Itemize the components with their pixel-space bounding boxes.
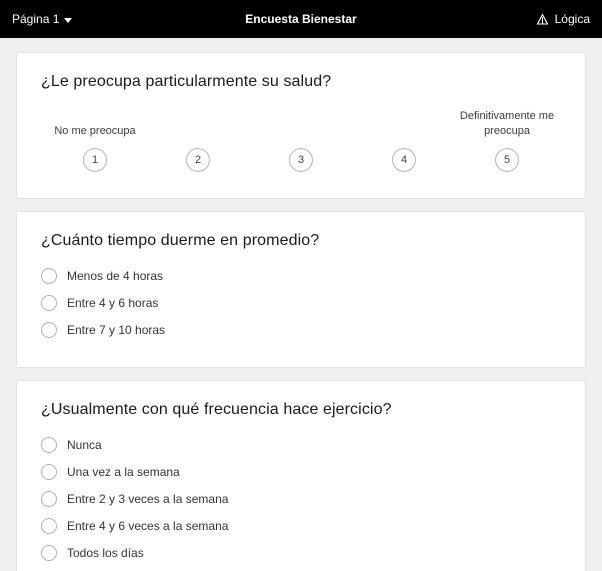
scale-item-2[interactable] (148, 124, 248, 172)
list-item[interactable] (41, 264, 561, 288)
radio-icon[interactable] (41, 295, 57, 311)
option-label: Entre 4 y 6 horas (67, 295, 159, 310)
scale-point-4[interactable]: 4 (392, 148, 416, 172)
question-card-sueno (16, 211, 586, 368)
option-label: Entre 4 y 6 veces a la semana (67, 518, 229, 533)
list-item[interactable] (41, 433, 561, 457)
radio-icon[interactable] (41, 268, 57, 284)
list-item[interactable] (41, 541, 561, 565)
logic-label: Lógica (554, 12, 590, 26)
list-item[interactable] (41, 487, 561, 511)
option-label: Menos de 4 horas (67, 268, 164, 283)
option-label: Una vez a la semana (67, 464, 180, 479)
survey-title: Encuesta Bienestar (245, 12, 357, 26)
scale-item-3[interactable] (251, 124, 351, 172)
scale-options (41, 109, 561, 172)
question-title: ¿Cuánto tiempo duerme en promedio? (41, 231, 320, 249)
logic-branch-icon (536, 13, 549, 26)
list-item[interactable] (41, 460, 561, 484)
radio-icon[interactable] (41, 491, 57, 507)
radio-icon[interactable] (41, 322, 57, 338)
page-selector-label: Página 1 (12, 12, 60, 26)
question-title: ¿Usualmente con qué frecuencia hace ejercicio? (41, 400, 392, 418)
radio-icon[interactable] (41, 437, 57, 453)
scale-left-label: No me preocupa (54, 124, 136, 137)
list-item[interactable] (41, 514, 561, 538)
scale-item-1[interactable] (45, 124, 145, 172)
question-card-salud (16, 52, 586, 199)
page-selector[interactable] (12, 12, 72, 26)
top-bar (0, 0, 602, 38)
scale-point-5[interactable]: 5 (495, 148, 519, 172)
option-label: Nunca (67, 437, 102, 452)
logic-button[interactable] (536, 12, 590, 26)
radio-icon[interactable] (41, 545, 57, 561)
question-card-ejercicio (16, 380, 586, 571)
scale-point-1[interactable]: 1 (83, 148, 107, 172)
radio-icon[interactable] (41, 464, 57, 480)
chevron-down-icon (64, 18, 72, 23)
radio-icon[interactable] (41, 518, 57, 534)
scale-item-4[interactable] (354, 124, 454, 172)
scale-right-label: Definitivamente me preocupa (459, 110, 555, 137)
option-label: Entre 7 y 10 horas (67, 322, 166, 337)
question-title: ¿Le preocupa particularmente su salud? (41, 73, 332, 90)
scale-item-5[interactable] (457, 109, 557, 172)
scale-point-3[interactable]: 3 (289, 148, 313, 172)
option-list (41, 264, 561, 342)
list-item[interactable] (41, 291, 561, 315)
scale-point-2[interactable]: 2 (186, 148, 210, 172)
option-label: Todos los días (67, 545, 144, 560)
list-item[interactable] (41, 318, 561, 342)
option-list (41, 433, 561, 565)
survey-body (0, 38, 602, 571)
option-label: Entre 2 y 3 veces a la semana (67, 491, 229, 506)
